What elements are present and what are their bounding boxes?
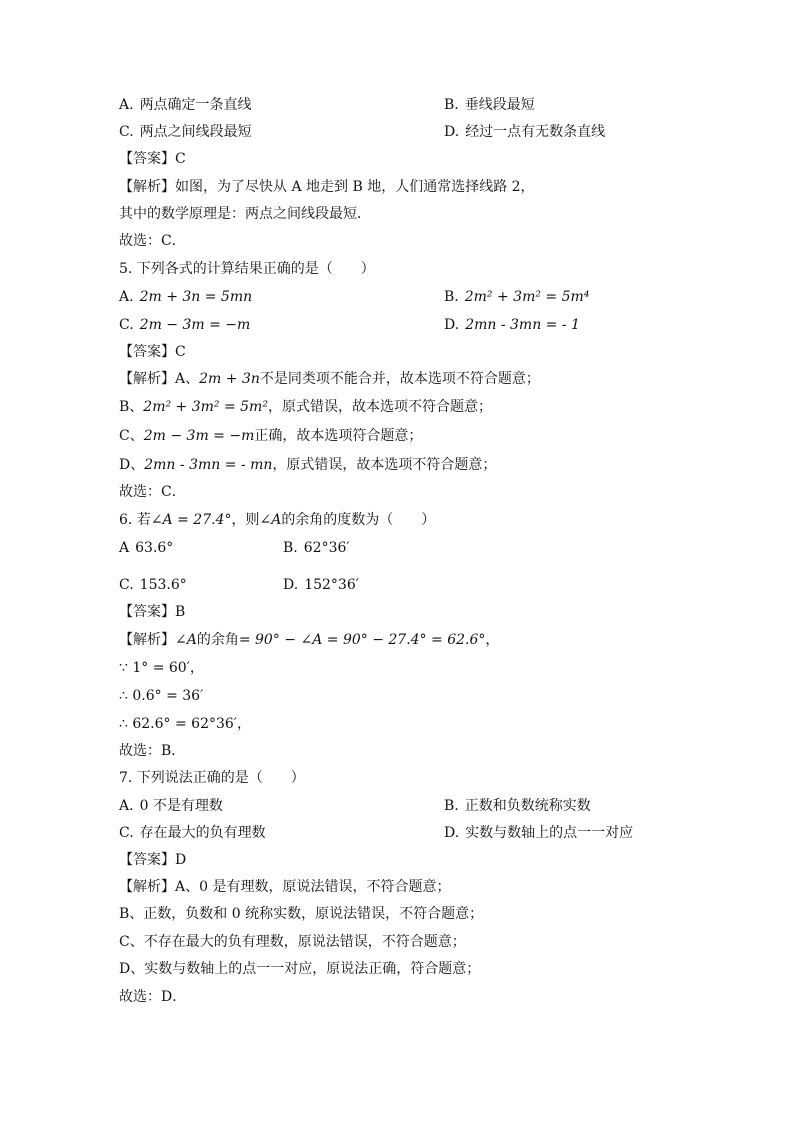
q6-option-a: A 63.6° <box>119 540 174 556</box>
q4-analysis-line: 其中的数学原理是：两点之间线段最短． <box>119 206 371 222</box>
q5-answer: 【答案】C <box>119 344 186 360</box>
q7-stem: 7. 下列说法正确的是（ ） <box>119 770 305 786</box>
q6-conclusion: 故选：B． <box>119 743 186 759</box>
q7-analysis-line: 【解析】A、0 是有理数，原说法错误，不符合题意； <box>119 879 451 895</box>
q7-answer: 【答案】D <box>119 852 187 868</box>
q5-option-a: A. 2m + 3n = 5mn <box>119 289 253 305</box>
q6-step: ∴ 0.6° = 36′ <box>119 688 204 704</box>
q5-conclusion: 故选：C． <box>119 484 186 500</box>
q4-answer: 【答案】C <box>119 151 186 167</box>
q6-option-b: B. 62°36′ <box>283 540 350 556</box>
q7-analysis-line: C、不存在最大的负有理数，原说法错误，不符合题意； <box>119 934 466 950</box>
q5-option-d: D. 2mn - 3mn = - 1 <box>444 317 580 333</box>
q7-analysis-line: D、实数与数轴上的点一一对应，原说法正确，符合题意； <box>119 961 481 977</box>
q4-conclusion: 故选：C． <box>119 233 186 249</box>
q4-option-a: A. 两点确定一条直线 <box>119 97 252 113</box>
q7-option-d: D. 实数与数轴上的点一一对应 <box>444 825 634 841</box>
q6-answer: 【答案】B <box>119 604 186 620</box>
q6-stem: 6. 若∠A = 27.4°，则∠A的余角的度数为（ ） <box>119 512 436 528</box>
q5-analysis-b: B、2m² + 3m² = 5m²，原式错误，故本选项不符合题意； <box>119 399 492 415</box>
q6-step: ∵ 1° = 60′， <box>119 660 204 676</box>
q7-analysis-line: B、正数，负数和 0 统称实数，原说法错误，不符合题意； <box>119 906 484 922</box>
q4-option-c: C. 两点之间线段最短 <box>119 124 252 140</box>
q7-conclusion: 故选：D． <box>119 989 187 1005</box>
q6-option-d: D. 152°36′ <box>283 577 359 593</box>
q7-option-c: C. 存在最大的负有理数 <box>119 825 266 841</box>
q5-option-c: C. 2m − 3m = −m <box>119 317 251 333</box>
q6-step: ∴ 62.6° = 62°36′， <box>119 716 251 732</box>
q5-analysis-d: D、2mn - 3mn = - mn，原式错误，故本选项不符合题意； <box>119 457 497 473</box>
q5-analysis-a: 【解析】A、2m + 3n不是同类项不能合并，故本选项不符合题意； <box>119 371 540 387</box>
q5-analysis-c: C、2m − 3m = −m正确，故本选项符合题意； <box>119 428 423 444</box>
q4-option-b: B. 垂线段最短 <box>444 97 535 113</box>
q4-analysis-line: 【解析】如图，为了尽快从 A 地走到 B 地，人们通常选择线路 2， <box>119 179 535 195</box>
q7-option-a: A. 0 不是有理数 <box>119 798 223 814</box>
q7-option-b: B. 正数和负数统称实数 <box>444 798 591 814</box>
q4-option-d: D. 经过一点有无数条直线 <box>444 124 606 140</box>
q5-stem: 5. 下列各式的计算结果正确的是（ ） <box>119 261 375 277</box>
q6-option-c: C. 153.6° <box>119 577 187 593</box>
q5-option-b: B. 2m² + 3m² = 5m⁴ <box>444 289 590 305</box>
q6-analysis: 【解析】∠A的余角= 90° − ∠A = 90° − 27.4° = 62.6°， <box>119 632 500 648</box>
